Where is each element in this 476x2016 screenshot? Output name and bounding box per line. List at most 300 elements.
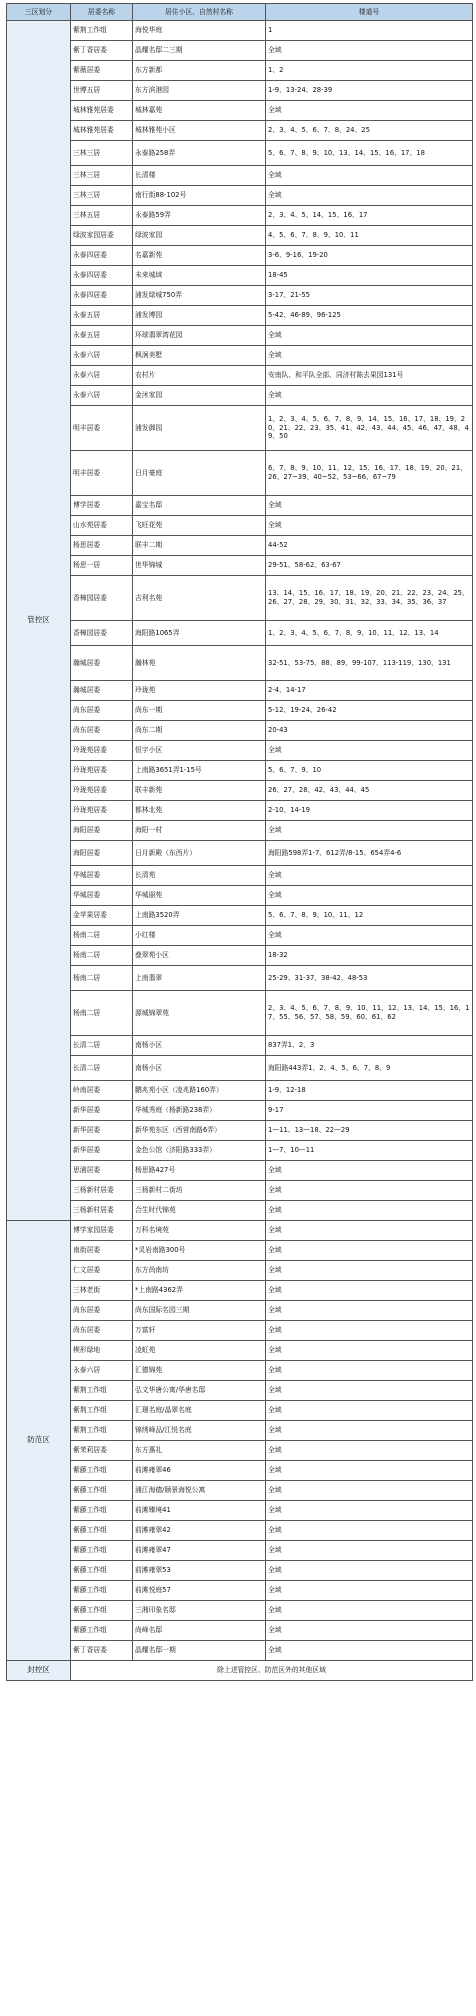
table-row bbox=[7, 266, 473, 286]
community-cell: 南杨小区 bbox=[133, 1056, 266, 1081]
table-row bbox=[7, 1056, 473, 1081]
table-row bbox=[7, 1221, 473, 1241]
building-cell: 全域 bbox=[266, 1361, 473, 1381]
committee-cell: 海阳居委 bbox=[71, 821, 133, 841]
table-row bbox=[7, 1036, 473, 1056]
committee-cell: 尚东居委 bbox=[71, 1321, 133, 1341]
committee-cell: 明丰居委 bbox=[71, 406, 133, 451]
building-cell: 全域 bbox=[266, 1601, 473, 1621]
committee-cell: 新华居委 bbox=[71, 1121, 133, 1141]
table-row bbox=[7, 206, 473, 226]
community-cell: 联丰新苑 bbox=[133, 781, 266, 801]
building-cell: 2、3、4、5、6、7、8、24、25 bbox=[266, 121, 473, 141]
table-row bbox=[7, 1141, 473, 1161]
table-row bbox=[7, 516, 473, 536]
building-cell: 海阳路598弄1-7、612弄/8-15、654弄4-6 bbox=[266, 841, 473, 866]
committee-cell: 城林雅苑居委 bbox=[71, 121, 133, 141]
table-row bbox=[7, 781, 473, 801]
building-cell: 全域 bbox=[266, 1441, 473, 1461]
building-cell: 全域 bbox=[266, 186, 473, 206]
building-cell: 1 bbox=[266, 21, 473, 41]
committee-cell: 南街居委 bbox=[71, 1241, 133, 1261]
table-row bbox=[7, 1281, 473, 1301]
community-cell: 城林嘉苑 bbox=[133, 101, 266, 121]
building-cell: 全域 bbox=[266, 386, 473, 406]
community-cell: 环球翡翠湾花园 bbox=[133, 326, 266, 346]
building-cell: 全域 bbox=[266, 1401, 473, 1421]
community-cell: 东方滨港园 bbox=[133, 81, 266, 101]
table-row bbox=[7, 1361, 473, 1381]
table-row bbox=[7, 41, 473, 61]
table-row bbox=[7, 306, 473, 326]
building-cell: 全域 bbox=[266, 41, 473, 61]
building-cell: 全域 bbox=[266, 821, 473, 841]
table-row bbox=[7, 721, 473, 741]
community-cell: 南杨小区 bbox=[133, 1036, 266, 1056]
table-row bbox=[7, 366, 473, 386]
building-cell: 全域 bbox=[266, 1621, 473, 1641]
committee-cell: 永泰四居委 bbox=[71, 266, 133, 286]
building-cell: 全域 bbox=[266, 1501, 473, 1521]
building-cell: 2-10、14-19 bbox=[266, 801, 473, 821]
committee-cell: 紫茉莉居委 bbox=[71, 1441, 133, 1461]
committee-cell: 紫藤工作组 bbox=[71, 1561, 133, 1581]
building-cell: 44-52 bbox=[266, 536, 473, 556]
table-row bbox=[7, 1481, 473, 1501]
community-cell: 农村片 bbox=[133, 366, 266, 386]
committee-cell: 永泰四居委 bbox=[71, 286, 133, 306]
committee-cell: 紫丁香居委 bbox=[71, 1641, 133, 1661]
community-cell: 名嘉新苑 bbox=[133, 246, 266, 266]
community-cell: 日月豪庭 bbox=[133, 451, 266, 496]
table-row bbox=[7, 141, 473, 166]
committee-cell: 永泰五居 bbox=[71, 306, 133, 326]
community-cell: 上南翡翠 bbox=[133, 966, 266, 991]
building-cell: 5、6、7、8、9、10、13、14、15、16、17、18 bbox=[266, 141, 473, 166]
committee-cell: 三林三居 bbox=[71, 141, 133, 166]
remaining-area-cell: 除上述管控区、防范区外的其他区域 bbox=[71, 1661, 473, 1681]
table-row bbox=[7, 681, 473, 701]
community-cell: 玲珑苑 bbox=[133, 681, 266, 701]
table-row bbox=[7, 1381, 473, 1401]
table-row bbox=[7, 1181, 473, 1201]
building-cell: 18-32 bbox=[266, 946, 473, 966]
community-cell: 浦发博园 bbox=[133, 306, 266, 326]
committee-cell: 紫荆工作组 bbox=[71, 1421, 133, 1441]
committee-cell: 三林老街 bbox=[71, 1281, 133, 1301]
community-cell: *灵岩南路300号 bbox=[133, 1241, 266, 1261]
building-cell: 3-17、21-55 bbox=[266, 286, 473, 306]
community-cell: 叠翠苑小区 bbox=[133, 946, 266, 966]
district-zoning-table bbox=[6, 3, 473, 1681]
table-row bbox=[7, 1461, 473, 1481]
community-cell: 三湘印象名邸 bbox=[133, 1601, 266, 1621]
building-cell: 25-29、31-37、38-42、48-53 bbox=[266, 966, 473, 991]
community-cell: 尚峰名邸 bbox=[133, 1621, 266, 1641]
committee-cell: 永泰四居委 bbox=[71, 246, 133, 266]
community-cell: 锦绣峰品/江悦名庭 bbox=[133, 1421, 266, 1441]
committee-cell: 瀚城居委 bbox=[71, 681, 133, 701]
building-cell: 6、7、8、9、10、11、12、15、16、17、18、19、20、21、26、27~39、40~52、53~66、67~79 bbox=[266, 451, 473, 496]
building-cell: 29-51、58-62、63-67 bbox=[266, 556, 473, 576]
community-cell: 浦江海德/颐景海悦公寓 bbox=[133, 1481, 266, 1501]
community-cell: 长清楼 bbox=[133, 166, 266, 186]
committee-cell: 紫薇居委 bbox=[71, 61, 133, 81]
committee-cell: 杨南二居 bbox=[71, 991, 133, 1036]
committee-cell: 杨南二居 bbox=[71, 926, 133, 946]
community-cell: 绿波家园 bbox=[133, 226, 266, 246]
committee-cell: 三林五居 bbox=[71, 206, 133, 226]
community-cell: 未来城域 bbox=[133, 266, 266, 286]
building-cell: 1-9、12-18 bbox=[266, 1081, 473, 1101]
table-row bbox=[7, 1441, 473, 1461]
community-cell: 飞旺花苑 bbox=[133, 516, 266, 536]
table-row bbox=[7, 1201, 473, 1221]
building-cell: 9-17 bbox=[266, 1101, 473, 1121]
building-cell: 13、14、15、16、17、18、19、20、21、22、23、24、25、26、27、28、29、30、31、32、33、34、35、36、37 bbox=[266, 576, 473, 621]
committee-cell: 香樟园居委 bbox=[71, 621, 133, 646]
committee-cell: 新华居委 bbox=[71, 1101, 133, 1121]
district-table-container bbox=[6, 3, 472, 1681]
community-cell: 恒宇小区 bbox=[133, 741, 266, 761]
building-cell: 全域 bbox=[266, 1481, 473, 1501]
table-row bbox=[7, 1081, 473, 1101]
table-row bbox=[7, 226, 473, 246]
community-cell: 万科名境苑 bbox=[133, 1221, 266, 1241]
table-row bbox=[7, 1581, 473, 1601]
committee-cell: 紫藤工作组 bbox=[71, 1621, 133, 1641]
community-cell: 东方新都 bbox=[133, 61, 266, 81]
table-row bbox=[7, 1401, 473, 1421]
table-row bbox=[7, 326, 473, 346]
community-cell: 浦发绿城750弄 bbox=[133, 286, 266, 306]
committee-cell: 杨思居委 bbox=[71, 536, 133, 556]
community-cell: 金色公馆（济阳路333弄） bbox=[133, 1141, 266, 1161]
community-cell: 长清苑 bbox=[133, 866, 266, 886]
community-cell: 万富轩 bbox=[133, 1321, 266, 1341]
table-row bbox=[7, 536, 473, 556]
building-cell: 全域 bbox=[266, 101, 473, 121]
building-cell: 1—11、13—18、22—29 bbox=[266, 1121, 473, 1141]
community-cell: 尚东一期 bbox=[133, 701, 266, 721]
table-row bbox=[7, 1561, 473, 1581]
building-cell: 全域 bbox=[266, 1581, 473, 1601]
building-cell: 全域 bbox=[266, 1341, 473, 1361]
community-cell: 联丰二期 bbox=[133, 536, 266, 556]
committee-cell: 新华居委 bbox=[71, 1141, 133, 1161]
committee-cell: 仁文居委 bbox=[71, 1261, 133, 1281]
community-cell: 杨思路427号 bbox=[133, 1161, 266, 1181]
table-row bbox=[7, 1541, 473, 1561]
committee-cell: 紫丁香居委 bbox=[71, 41, 133, 61]
building-cell: 1、2、3、4、5、6、7、8、9、10、11、12、13、14 bbox=[266, 621, 473, 646]
building-cell: 全域 bbox=[266, 1641, 473, 1661]
table-row bbox=[7, 841, 473, 866]
building-cell: 全域 bbox=[266, 1301, 473, 1321]
community-cell: 瀚林苑 bbox=[133, 646, 266, 681]
community-cell: 前滩雍翠42 bbox=[133, 1521, 266, 1541]
building-cell: 4、5、6、7、8、9、10、11 bbox=[266, 226, 473, 246]
building-cell: 20-43 bbox=[266, 721, 473, 741]
committee-cell: 紫藤工作组 bbox=[71, 1501, 133, 1521]
table-row bbox=[7, 1121, 473, 1141]
building-cell: 5-42、46-89、96-125 bbox=[266, 306, 473, 326]
building-cell: 全域 bbox=[266, 1321, 473, 1341]
table-row bbox=[7, 1101, 473, 1121]
committee-cell: 杨思一居 bbox=[71, 556, 133, 576]
committee-cell: 岭南居委 bbox=[71, 1081, 133, 1101]
committee-cell: 永泰六居 bbox=[71, 1361, 133, 1381]
community-cell: 海阳路1065弄 bbox=[133, 621, 266, 646]
building-cell: 全域 bbox=[266, 496, 473, 516]
table-row bbox=[7, 946, 473, 966]
committee-cell: 永泰五居 bbox=[71, 326, 133, 346]
building-cell: 全域 bbox=[266, 866, 473, 886]
table-row bbox=[7, 576, 473, 621]
table-row bbox=[7, 1521, 473, 1541]
committee-cell: 尚东居委 bbox=[71, 701, 133, 721]
building-cell: 2-4、14-17 bbox=[266, 681, 473, 701]
table-row bbox=[7, 346, 473, 366]
community-cell: 东方惠礼 bbox=[133, 1441, 266, 1461]
zone-cell: 防范区 bbox=[7, 1221, 71, 1661]
committee-cell: 永泰六居 bbox=[71, 386, 133, 406]
community-cell: 海悦华庭 bbox=[133, 21, 266, 41]
committee-cell: 华城居委 bbox=[71, 866, 133, 886]
building-cell: 全域 bbox=[266, 1201, 473, 1221]
building-cell: 全域 bbox=[266, 326, 473, 346]
table-row bbox=[7, 991, 473, 1036]
table-row bbox=[7, 386, 473, 406]
committee-cell: 紫荆工作组 bbox=[71, 21, 133, 41]
table-body bbox=[7, 21, 473, 1681]
community-cell: 永泰路59弄 bbox=[133, 206, 266, 226]
building-cell: 1、2、3、4、5、6、7、8、9、14、15、16、17、18、19、20、21、22、23、35、41、42、43、44、45、46、47、48、49、50 bbox=[266, 406, 473, 451]
committee-cell: 玲珑苑居委 bbox=[71, 781, 133, 801]
building-cell: 全域 bbox=[266, 886, 473, 906]
community-cell: 吉利名苑 bbox=[133, 576, 266, 621]
building-cell: 全域 bbox=[266, 1421, 473, 1441]
committee-cell: 思浦居委 bbox=[71, 1161, 133, 1181]
committee-cell: 紫藤工作组 bbox=[71, 1541, 133, 1561]
community-cell: 晶耀名邸二三期 bbox=[133, 41, 266, 61]
building-cell: 全域 bbox=[266, 1561, 473, 1581]
community-cell: 嘉宝名邸 bbox=[133, 496, 266, 516]
community-cell: 凌虹苑 bbox=[133, 1341, 266, 1361]
committee-cell: 长清二居 bbox=[71, 1036, 133, 1056]
building-cell: 海阳路443弄1、2、4、5、6、7、8、9 bbox=[266, 1056, 473, 1081]
community-cell: 晶耀名邸一期 bbox=[133, 1641, 266, 1661]
community-cell: 上南路3520弄 bbox=[133, 906, 266, 926]
committee-cell: 紫藤工作组 bbox=[71, 1521, 133, 1541]
committee-cell: 明丰居委 bbox=[71, 451, 133, 496]
community-cell: 汇德锦苑 bbox=[133, 1361, 266, 1381]
building-cell: 全域 bbox=[266, 1241, 473, 1261]
building-cell: 1—7、10—11 bbox=[266, 1141, 473, 1161]
committee-cell: 尚东居委 bbox=[71, 1301, 133, 1321]
community-cell: 弘文华唐公寓/华唐名邸 bbox=[133, 1381, 266, 1401]
community-cell: 汇璟名庭/晶翠名庭 bbox=[133, 1401, 266, 1421]
committee-cell: 紫荆工作组 bbox=[71, 1401, 133, 1421]
table-row bbox=[7, 761, 473, 781]
table-row bbox=[7, 821, 473, 841]
table-row bbox=[7, 21, 473, 41]
community-cell: 南行街88-102号 bbox=[133, 186, 266, 206]
committee-cell: 紫藤工作组 bbox=[71, 1461, 133, 1481]
building-cell: 26、27、28、42、43、44、45 bbox=[266, 781, 473, 801]
community-cell: 合生时代锦苑 bbox=[133, 1201, 266, 1221]
header-zone: 三区划分 bbox=[7, 4, 71, 21]
table-header-row bbox=[7, 4, 473, 21]
table-row bbox=[7, 1621, 473, 1641]
community-cell: 世华锦城 bbox=[133, 556, 266, 576]
header-committee: 居委名称 bbox=[71, 4, 133, 21]
committee-cell: 华城居委 bbox=[71, 886, 133, 906]
committee-cell: 长清二居 bbox=[71, 1056, 133, 1081]
building-cell: 1-9、13-24、28-39 bbox=[266, 81, 473, 101]
table-row bbox=[7, 966, 473, 991]
table-row bbox=[7, 741, 473, 761]
building-cell: 5、6、7、8、9、10、11、12 bbox=[266, 906, 473, 926]
building-cell: 2、3、4、5、14、15、16、17 bbox=[266, 206, 473, 226]
table-row bbox=[7, 701, 473, 721]
committee-cell: 三杨新村居委 bbox=[71, 1201, 133, 1221]
committee-cell: 紫荆工作组 bbox=[71, 1381, 133, 1401]
community-cell: 源城锦翠苑 bbox=[133, 991, 266, 1036]
community-cell: 都林北苑 bbox=[133, 801, 266, 821]
committee-cell: 山水苑居委 bbox=[71, 516, 133, 536]
table-row bbox=[7, 926, 473, 946]
table-row bbox=[7, 646, 473, 681]
table-row bbox=[7, 1241, 473, 1261]
community-cell: 前滩悦庭57 bbox=[133, 1581, 266, 1601]
table-row bbox=[7, 121, 473, 141]
community-cell: 小红楼 bbox=[133, 926, 266, 946]
building-cell: 5、6、7、9、10 bbox=[266, 761, 473, 781]
committee-cell: 永泰六居 bbox=[71, 366, 133, 386]
zone-cell: 管控区 bbox=[7, 21, 71, 1221]
committee-cell: 玲珑苑居委 bbox=[71, 741, 133, 761]
committee-cell: 楔形绿地 bbox=[71, 1341, 133, 1361]
community-cell: 前滩雍翠46 bbox=[133, 1461, 266, 1481]
committee-cell: 金苹果居委 bbox=[71, 906, 133, 926]
committee-cell: 世博五居 bbox=[71, 81, 133, 101]
committee-cell: 博学居委 bbox=[71, 496, 133, 516]
community-cell: *上南路4362弄 bbox=[133, 1281, 266, 1301]
table-row bbox=[7, 61, 473, 81]
committee-cell: 瀚城居委 bbox=[71, 646, 133, 681]
table-row bbox=[7, 101, 473, 121]
committee-cell: 三林三居 bbox=[71, 166, 133, 186]
building-cell: 全域 bbox=[266, 1541, 473, 1561]
committee-cell: 海阳居委 bbox=[71, 841, 133, 866]
building-cell: 837弄1、2、3 bbox=[266, 1036, 473, 1056]
committee-cell: 三杨新村居委 bbox=[71, 1181, 133, 1201]
building-cell: 5-12、19-24、26-42 bbox=[266, 701, 473, 721]
community-cell: 城林雅苑小区 bbox=[133, 121, 266, 141]
building-cell: 全域 bbox=[266, 1221, 473, 1241]
committee-cell: 紫藤工作组 bbox=[71, 1601, 133, 1621]
community-cell: 华城丽苑 bbox=[133, 886, 266, 906]
table-row bbox=[7, 886, 473, 906]
header-building: 楼道号 bbox=[266, 4, 473, 21]
community-cell: 海阳一村 bbox=[133, 821, 266, 841]
table-row bbox=[7, 621, 473, 646]
table-row bbox=[7, 1161, 473, 1181]
community-cell: 金沐家园 bbox=[133, 386, 266, 406]
table-row bbox=[7, 556, 473, 576]
header-community: 居住小区、自然村名称 bbox=[133, 4, 266, 21]
community-cell: 东方尚南坊 bbox=[133, 1261, 266, 1281]
table-row bbox=[7, 1261, 473, 1281]
table-row bbox=[7, 451, 473, 496]
committee-cell: 永泰六居 bbox=[71, 346, 133, 366]
building-cell: 全域 bbox=[266, 516, 473, 536]
community-cell: 华城秀庭（杨新路238弄） bbox=[133, 1101, 266, 1121]
table-row bbox=[7, 1301, 473, 1321]
building-cell: 全域 bbox=[266, 1261, 473, 1281]
table-row bbox=[7, 496, 473, 516]
committee-cell: 博学家园居委 bbox=[71, 1221, 133, 1241]
committee-cell: 杨南二居 bbox=[71, 946, 133, 966]
community-cell: 枫涧美墅 bbox=[133, 346, 266, 366]
community-cell: 上南路3651弄1-15号 bbox=[133, 761, 266, 781]
table-row bbox=[7, 286, 473, 306]
committee-cell: 玲珑苑居委 bbox=[71, 761, 133, 781]
zone-cell: 封控区 bbox=[7, 1661, 71, 1681]
community-cell: 浦发御园 bbox=[133, 406, 266, 451]
community-cell: 尚东国际名园三期 bbox=[133, 1301, 266, 1321]
committee-cell: 香樟园居委 bbox=[71, 576, 133, 621]
community-cell: 新华苑东区（西营南路6弄） bbox=[133, 1121, 266, 1141]
building-cell: 18-45 bbox=[266, 266, 473, 286]
committee-cell: 杨南二居 bbox=[71, 966, 133, 991]
building-cell: 3-6、9-16、19-20 bbox=[266, 246, 473, 266]
table-row bbox=[7, 866, 473, 886]
table-row bbox=[7, 1641, 473, 1661]
building-cell: 全域 bbox=[266, 1281, 473, 1301]
committee-cell: 尚东居委 bbox=[71, 721, 133, 741]
building-cell: 32-51、53-75、88、89、99-107、113-119、130、131 bbox=[266, 646, 473, 681]
community-cell: 鹏兆苑小区（凌兆路160弄） bbox=[133, 1081, 266, 1101]
building-cell: 2、3、4、5、6、7、8、9、10、11、12、13、14、15、16、17、55、56、57、58、59、60、61、62 bbox=[266, 991, 473, 1036]
building-cell: 1、2 bbox=[266, 61, 473, 81]
community-cell: 前滩雍翠47 bbox=[133, 1541, 266, 1561]
table-row bbox=[7, 1321, 473, 1341]
table-row bbox=[7, 81, 473, 101]
building-cell: 全域 bbox=[266, 1181, 473, 1201]
community-cell: 前滩雍翠53 bbox=[133, 1561, 266, 1581]
table-row bbox=[7, 166, 473, 186]
community-cell: 前滩臻境41 bbox=[133, 1501, 266, 1521]
committee-cell: 紫藤工作组 bbox=[71, 1581, 133, 1601]
committee-cell: 绿波家园居委 bbox=[71, 226, 133, 246]
building-cell: 全域 bbox=[266, 926, 473, 946]
building-cell: 全域 bbox=[266, 1521, 473, 1541]
table-row bbox=[7, 801, 473, 821]
table-row bbox=[7, 186, 473, 206]
table-row-final bbox=[7, 1661, 473, 1681]
committee-cell: 玲珑苑居委 bbox=[71, 801, 133, 821]
building-cell: 全域 bbox=[266, 1161, 473, 1181]
building-cell: 全域 bbox=[266, 166, 473, 186]
table-row bbox=[7, 1421, 473, 1441]
community-cell: 永泰路258弄 bbox=[133, 141, 266, 166]
table-row bbox=[7, 1601, 473, 1621]
table-row bbox=[7, 1501, 473, 1521]
building-cell: 全域 bbox=[266, 1461, 473, 1481]
table-row bbox=[7, 1341, 473, 1361]
